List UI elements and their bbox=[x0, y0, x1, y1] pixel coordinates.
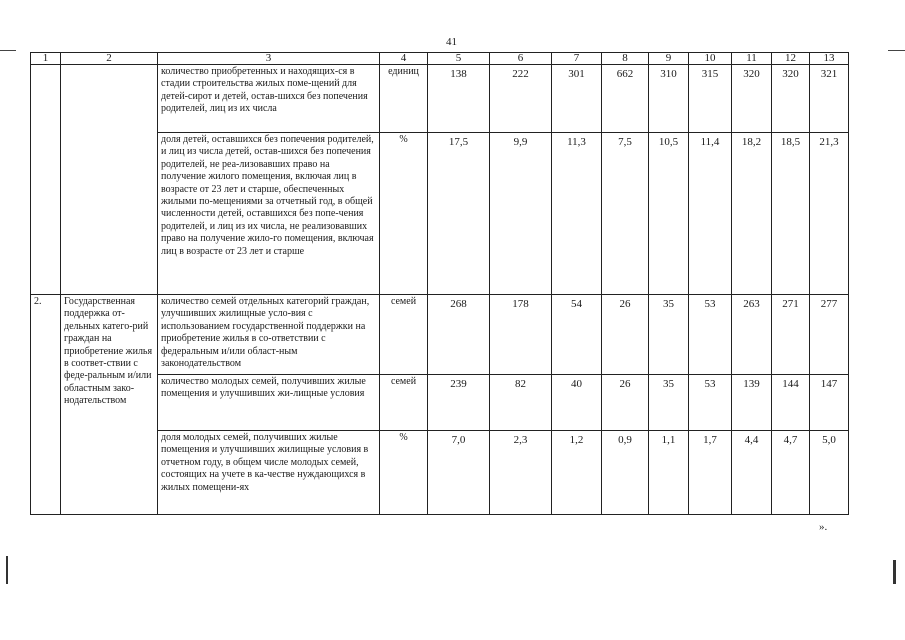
unit-cell: семей bbox=[380, 375, 428, 431]
header-cell: 11 bbox=[732, 53, 772, 65]
value-cell: 268 bbox=[428, 295, 490, 375]
value-cell: 54 bbox=[552, 295, 602, 375]
left-margin-mark bbox=[6, 556, 8, 584]
value-cell: 263 bbox=[732, 295, 772, 375]
row-number-cell bbox=[31, 65, 61, 295]
header-cell: 7 bbox=[552, 53, 602, 65]
header-cell: 13 bbox=[810, 53, 849, 65]
value-cell: 178 bbox=[490, 295, 552, 375]
value-cell: 21,3 bbox=[810, 133, 849, 295]
header-cell: 6 bbox=[490, 53, 552, 65]
value-cell: 4,4 bbox=[732, 431, 772, 515]
indicator-cell: количество семей отдельных категорий граждан, улучшивших жилищные усло-вия с использованием государственной поддержки на приобретение жилья в со-ответствии с федеральным и/или област-ным законодательством bbox=[158, 295, 380, 375]
header-cell: 1 bbox=[31, 53, 61, 65]
indicator-cell: количество приобретенных и находящих-ся в стадии строительства жилых поме-щений для детей-сирот и детей, остав-шихся без попечения родителей, лиц из их числа bbox=[158, 65, 380, 133]
header-cell: 9 bbox=[649, 53, 689, 65]
unit-cell: семей bbox=[380, 295, 428, 375]
value-cell: 82 bbox=[490, 375, 552, 431]
value-cell: 0,9 bbox=[602, 431, 649, 515]
value-cell: 40 bbox=[552, 375, 602, 431]
value-cell: 139 bbox=[732, 375, 772, 431]
value-cell: 7,0 bbox=[428, 431, 490, 515]
value-cell: 1,7 bbox=[689, 431, 732, 515]
value-cell: 138 bbox=[428, 65, 490, 133]
table-row bbox=[31, 295, 849, 375]
data-table bbox=[30, 52, 849, 515]
value-cell: 144 bbox=[772, 375, 810, 431]
value-cell: 320 bbox=[772, 65, 810, 133]
value-cell: 321 bbox=[810, 65, 849, 133]
page-number: 41 bbox=[446, 36, 457, 48]
measure-name-cell: Государственная поддержка от-дельных катего-рий граждан на приобретение жилья в соответ-ствии с феде-ральным и/или областным зако-нодательством bbox=[61, 295, 158, 515]
unit-cell: % bbox=[380, 133, 428, 295]
left-fold-line bbox=[0, 50, 16, 51]
unit-cell: % bbox=[380, 431, 428, 515]
value-cell: 53 bbox=[689, 295, 732, 375]
unit-cell: единиц bbox=[380, 65, 428, 133]
value-cell: 2,3 bbox=[490, 431, 552, 515]
value-cell: 320 bbox=[732, 65, 772, 133]
value-cell: 26 bbox=[602, 375, 649, 431]
value-cell: 10,5 bbox=[649, 133, 689, 295]
value-cell: 5,0 bbox=[810, 431, 849, 515]
header-cell: 4 bbox=[380, 53, 428, 65]
value-cell: 277 bbox=[810, 295, 849, 375]
value-cell: 147 bbox=[810, 375, 849, 431]
table-row bbox=[31, 65, 849, 133]
value-cell: 35 bbox=[649, 295, 689, 375]
value-cell: 11,4 bbox=[689, 133, 732, 295]
value-cell: 315 bbox=[689, 65, 732, 133]
value-cell: 26 bbox=[602, 295, 649, 375]
right-fold-line bbox=[888, 50, 905, 51]
indicator-cell: количество молодых семей, получивших жилые помещения и улучшивших жи-лищные условия bbox=[158, 375, 380, 431]
value-cell: 662 bbox=[602, 65, 649, 133]
value-cell: 11,3 bbox=[552, 133, 602, 295]
value-cell: 17,5 bbox=[428, 133, 490, 295]
value-cell: 4,7 bbox=[772, 431, 810, 515]
value-cell: 9,9 bbox=[490, 133, 552, 295]
value-cell: 18,2 bbox=[732, 133, 772, 295]
header-row bbox=[31, 53, 849, 65]
right-margin-mark bbox=[893, 560, 896, 584]
value-cell: 301 bbox=[552, 65, 602, 133]
row-number-cell: 2. bbox=[31, 295, 61, 515]
closing-quote-mark: ». bbox=[819, 521, 828, 533]
value-cell: 222 bbox=[490, 65, 552, 133]
indicator-cell: доля молодых семей, получивших жилые помещения и улучшивших жилищные условия в отчетном году, в общем числе молодых семей, состоящих на учете в ка-честве нуждающихся в жилых помещени-ях bbox=[158, 431, 380, 515]
value-cell: 271 bbox=[772, 295, 810, 375]
value-cell: 7,5 bbox=[602, 133, 649, 295]
measure-name-cell bbox=[61, 65, 158, 295]
header-cell: 2 bbox=[61, 53, 158, 65]
indicator-cell: доля детей, оставшихся без попечения родителей, и лиц из числа детей, остав-шихся без попечения родителей, не реа-лизовавших право на получение жилого помещения, включая лиц в возрасте от 23 лет и старше, обеспеченных жилыми по-мещениями за отчетный год, в общей численности детей, оставшихся без попе-чения родителей, и лиц из их числа, не реализовавших право на получение жило-го помещения, включая лиц в возрасте от 23 лет и старше bbox=[158, 133, 380, 295]
value-cell: 18,5 bbox=[772, 133, 810, 295]
value-cell: 1,2 bbox=[552, 431, 602, 515]
header-cell: 12 bbox=[772, 53, 810, 65]
header-cell: 5 bbox=[428, 53, 490, 65]
value-cell: 239 bbox=[428, 375, 490, 431]
header-cell: 8 bbox=[602, 53, 649, 65]
value-cell: 310 bbox=[649, 65, 689, 133]
header-cell: 10 bbox=[689, 53, 732, 65]
value-cell: 35 bbox=[649, 375, 689, 431]
value-cell: 53 bbox=[689, 375, 732, 431]
value-cell: 1,1 bbox=[649, 431, 689, 515]
header-cell: 3 bbox=[158, 53, 380, 65]
